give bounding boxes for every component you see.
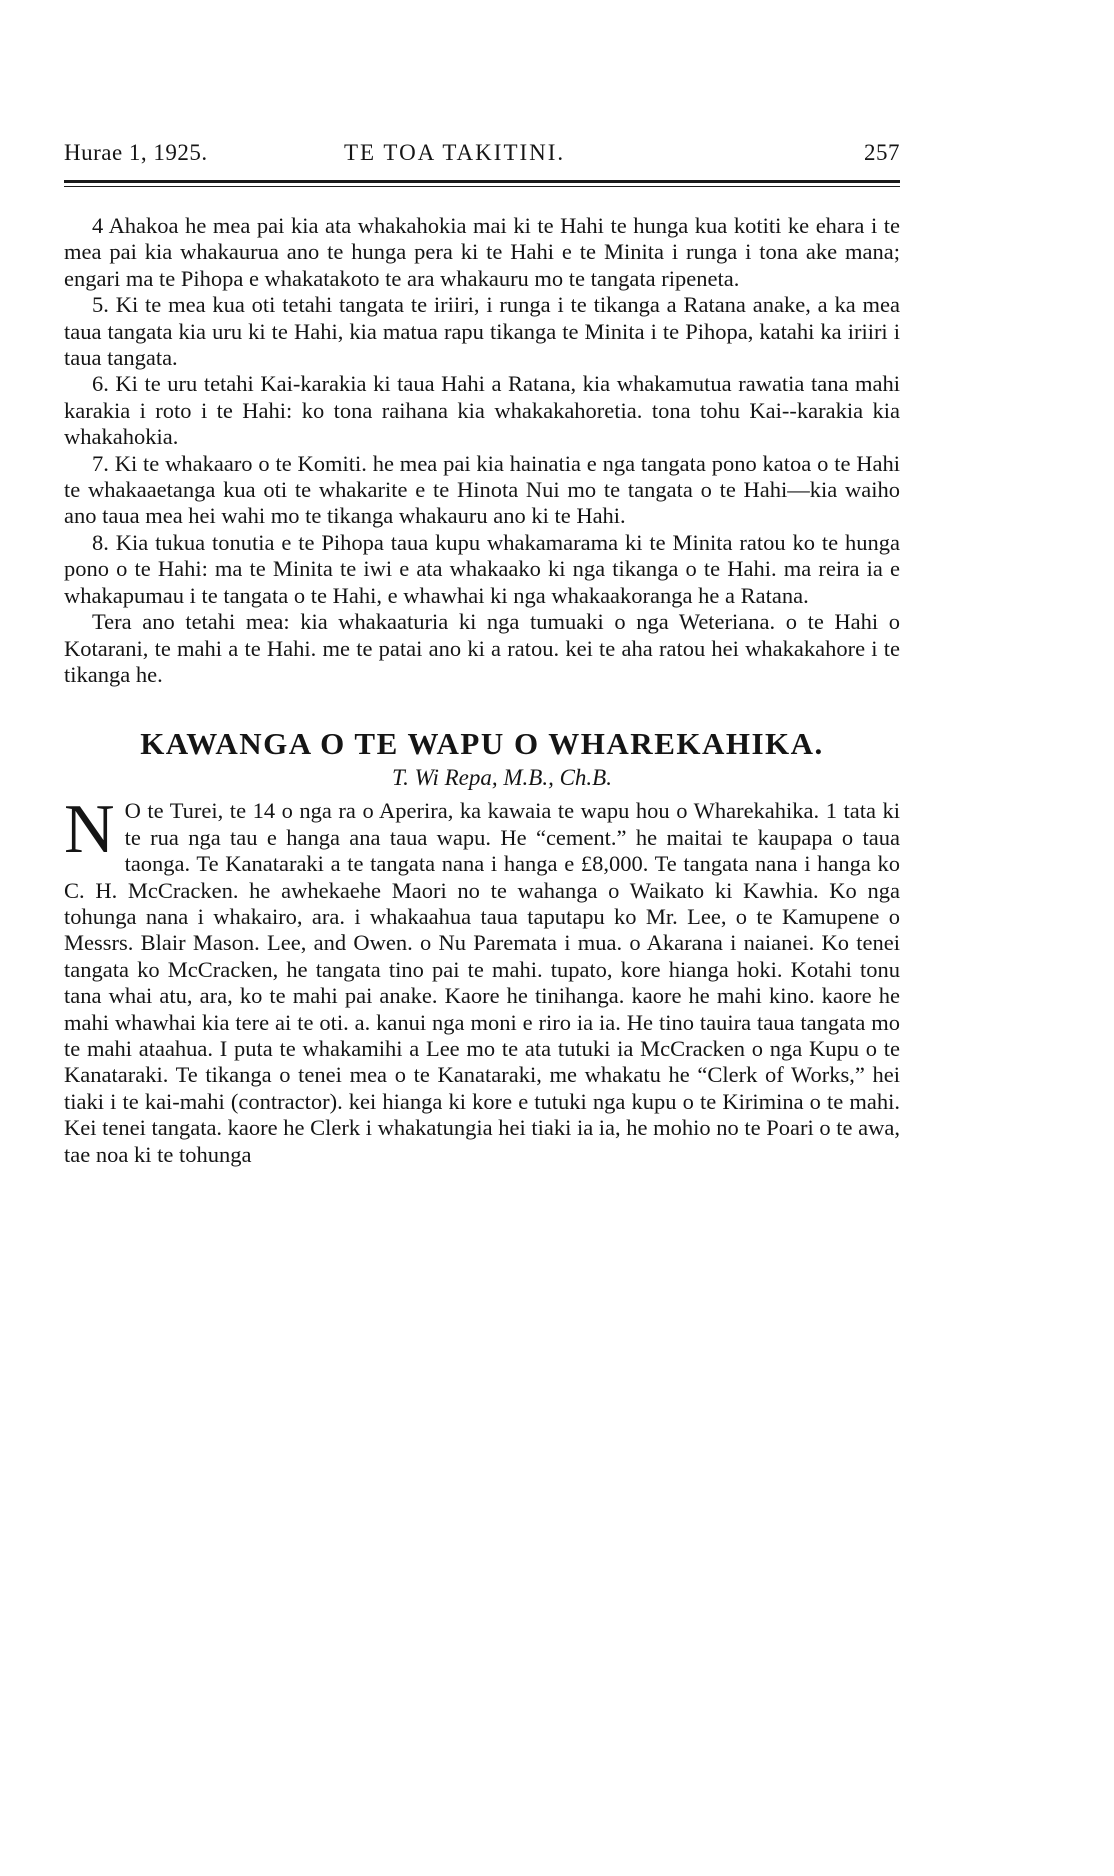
header-rule-thin [64, 186, 900, 187]
paragraph: 4 Ahakoa he mea pai kia ata whakahokia mai ki te Hahi te hunga kua kotiti ke ehara i te mea pai kia whakaurua ano te hunga pera ki te Hahi e te Minita i runga i tona ake mana; engari ma te Pihopa e whakatakoto te ara whakauru mo te tangata ripeneta. [64, 213, 900, 291]
header-title: TE TOA TAKITINI. [344, 140, 566, 165]
paragraph: Tera ano tetahi mea: kia whakaaturia ki nga tumuaki o nga Weteriana. o te Hahi o Kotarani, te mahi a te Hahi. me te patai ano ki a ratou. kei te aha ratou hei whakakahore i te tikanga he. [64, 609, 900, 687]
paragraph: 8. Kia tukua tonutia e te Pihopa taua kupu whakamarama ki te Minita ratou ko te hunga pono o te Hahi: ma te Minita te iwi e ata whakaako ki nga tikanga o te Hahi. ma reira ia e whakapumau i te tangata o te Hahi, e whawhai ki nga whakaakoranga he a Ratana. [64, 529, 900, 608]
article-paragraph: O te Turei, te 14 o nga ra o Aperira, ka kawaia te wapu hou o Wharekahika. 1 tata ki te rua nga tau e hanga ana taua wapu. He “cement.” he maitai te kaupapa o taua taonga. Te Kanataraki a te tangata nana i hanga e £8,000. Te tangata nana i hanga ko C. H. McCracken. he awhekaehe Maori no te wahanga o Waikato ki Kawhia. Ko nga tohunga nana i whakairo, ara. i whakaahua taua taputapu ko Mr. Lee, o te Kamupene o Messrs. Blair Mason. Lee, and Owen. o Nu Paremata i mua. o Akarana i naianei. Ko tenei tangata ko McCracken, he tangata tino pai te mahi. tupato, kore hianga hoki. Kotahi tonu tana whai atu, ara, ko te mahi pai anake. Kaore he tinihanga. kaore he mahi kino. kaore he mahi whawhai kia tere ai te oti. a. kanui nga moni e riro ia ia. He tino tauira taua tangata mo te mahi ataahua. I puta te whakamihi a Lee mo te ata tutuki ia McCracken o nga Kupu o te Kanataraki. Te tikanga o tenei mea o te Kanataraki, me whakatu he “Clerk of Works,” hei tiaki i te kai-mahi (contractor). kei hianga ki kore e tutuki nga kupu o te Kirimina o te mahi. Kei tenei tangata. kaore he Clerk i whakatungia hei tiaki ia ia, he mohio no te Poari o te awa, tae noa ki te tohunga [64, 798, 900, 1167]
header-date: Hurae 1, 1925. [64, 140, 208, 165]
running-head [64, 140, 900, 170]
article-heading: KAWANGA O TE WAPU O WHAREKAHIKA. [140, 726, 824, 762]
body-text [64, 213, 900, 688]
paragraph: 6. Ki te uru tetahi Kai-karakia ki taua Hahi a Ratana, kia whakamutua rawatia tana mahi karakia i roto i te Hahi: ko tona raihana kia whakakahoretia. tona tohu Kai--karakia kia whakahokia. [64, 371, 900, 450]
drop-cap: N [64, 791, 115, 869]
page [64, 140, 900, 1168]
paragraph: 7. Ki te whakaaro o te Komiti. he mea pai kia hainatia e nga tangata pono katoa o te Hahi te whakaaetanga kua oti te whakarite e te Hinota Nui mo te tangata o te Hahi—kia waiho ano taua mea hei wahi mo te tikanga whakauru ano ki te Hahi. [64, 450, 900, 529]
paragraph: 5. Ki te mea kua oti tetahi tangata te iriiri, i runga i te tikanga a Ratana anake, a ka mea taua tangata kia uru ki te Hahi, kia matua rapu tikanga te Minita i te Pihopa, katahi ka iriiri i taua tangata. [64, 292, 900, 371]
article-byline: T. Wi Repa, M.B., Ch.B. [392, 765, 612, 791]
page-number: 257 [864, 140, 900, 165]
header-rule [64, 180, 900, 183]
article-body [64, 791, 900, 1168]
